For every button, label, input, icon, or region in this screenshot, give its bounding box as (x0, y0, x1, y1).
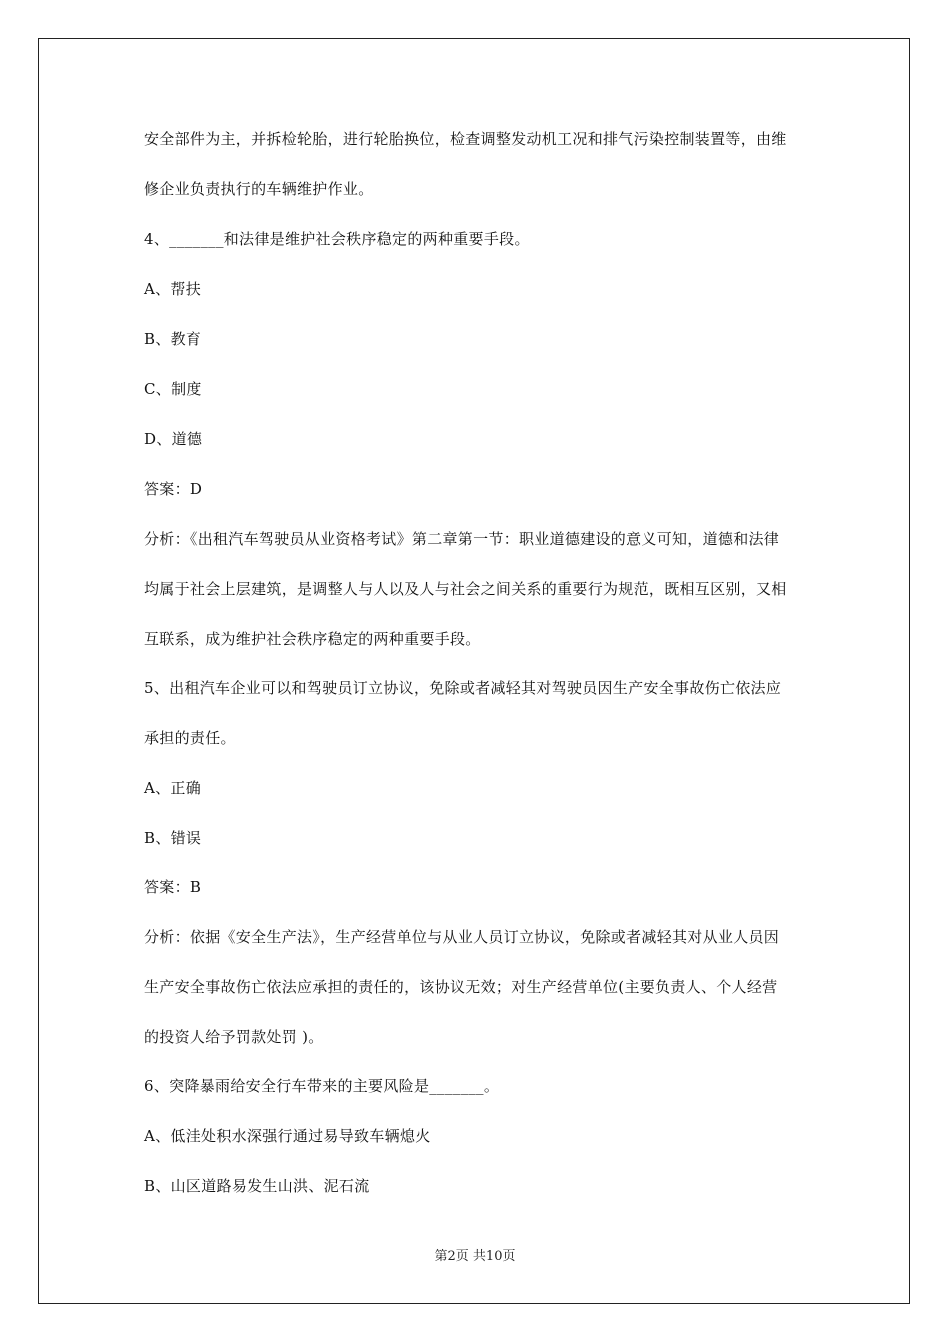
option-a: A、帮扶 (144, 280, 202, 298)
analysis-line: 分析：依据《安全生产法》，生产经营单位与从业人员订立协议，免除或者减轻其对从业人员因 (144, 928, 780, 946)
analysis-line: 生产安全事故伤亡依法应承担的责任的，该协议无效；对生产经营单位(主要负责人、个人经营 (144, 978, 778, 996)
page-border (38, 38, 910, 1304)
option-c: C、制度 (144, 380, 202, 398)
analysis-line: 均属于社会上层建筑，是调整人与人以及人与社会之间关系的重要行为规范，既相互区别，又相 (144, 580, 787, 598)
analysis-line: 的投资人给予罚款处罚 )。 (144, 1028, 324, 1046)
analysis-line: 分析：《出租汽车驾驶员从业资格考试》第二章第一节：职业道德建设的意义可知，道德和法律 (144, 530, 780, 548)
option-b: B、山区道路易发生山洪、泥石流 (144, 1177, 370, 1195)
option-b: B、教育 (144, 330, 202, 348)
paragraph-line: 修企业负责执行的车辆维护作业。 (144, 180, 374, 198)
question-5-cont: 承担的责任。 (144, 729, 236, 747)
answer: 答案：D (144, 480, 203, 498)
answer: 答案：B (144, 878, 202, 896)
question-6: 6、突降暴雨给安全行车带来的主要风险是_______。 (144, 1077, 500, 1095)
paragraph-line: 安全部件为主，并拆检轮胎，进行轮胎换位，检查调整发动机工况和排气污染控制装置等，由维 (144, 130, 787, 148)
option-d: D、道德 (144, 430, 203, 448)
option-a: A、低洼处积水深强行通过易导致车辆熄火 (144, 1127, 431, 1145)
option-a: A、正确 (144, 779, 202, 797)
option-b: B、错误 (144, 829, 202, 847)
question-5: 5、出租汽车企业可以和驾驶员订立协议，免除或者减轻其对驾驶员因生产安全事故伤亡依法应 (144, 679, 782, 697)
page-number: 第2页 共10页 (434, 1249, 516, 1264)
analysis-line: 互联系，成为维护社会秩序稳定的两种重要手段。 (144, 630, 481, 648)
question-4: 4、_______和法律是维护社会秩序稳定的两种重要手段。 (144, 230, 530, 248)
